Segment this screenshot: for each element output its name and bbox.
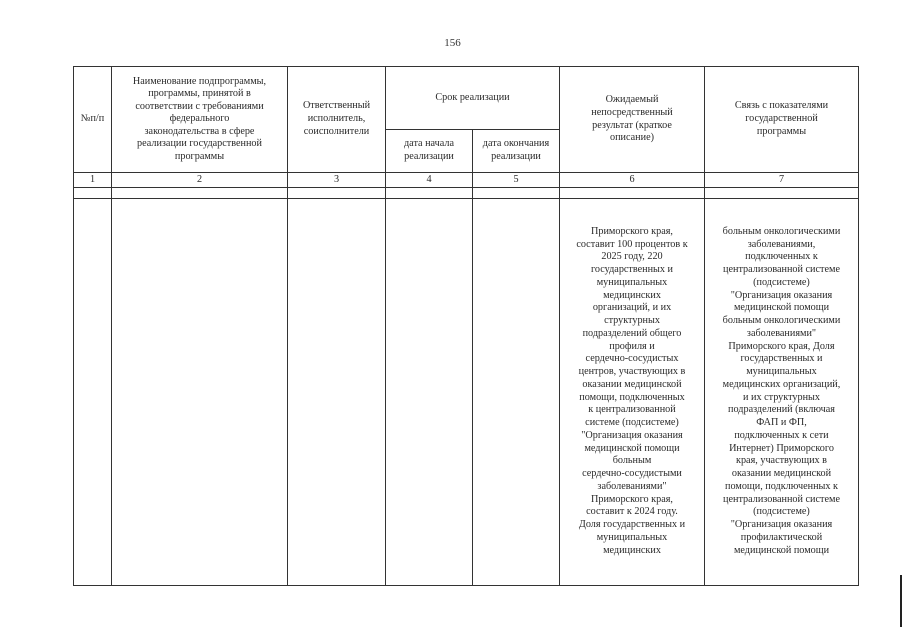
header-result: Ожидаемый непосредственный результат (краткое описание) — [560, 67, 705, 173]
header-end: дата окончания реализации — [473, 130, 560, 173]
header-num: №п/п — [74, 67, 112, 173]
spacer-cell — [705, 188, 859, 199]
column-number: 2 — [112, 173, 288, 188]
cell-link: больным онкологическими заболеваниями, подключенных к централизованной системе (подсистеме) "Организация оказания медицинской помощи больным онкологическими заболеваниями" Приморского края, Доля государственных и муниципальных медицинских организаций, и их структурных подразделений (включая ФАП и ФП, подключенных к сети Интернет) Приморского края, участвующих в оказании медицинской помощи, подключенных к централизованной системе (подсистеме) "Организация оказания профилактической медицинской помощи — [705, 199, 859, 586]
header-start: дата начала реализации — [386, 130, 473, 173]
column-number: 7 — [705, 173, 859, 188]
spacer-cell — [288, 188, 386, 199]
spacer-cell — [112, 188, 288, 199]
cell-name — [112, 199, 288, 586]
header-link: Связь с показателями государственной программы — [705, 67, 859, 173]
spacer-cell — [74, 188, 112, 199]
cell-result: Приморского края, составит 100 процентов к 2025 году, 220 государственных и муниципальных медицинских организаций, и их структурных подразделений общего профиля и сердечно-сосудистых центров, участвующих в оказании медицинской помощи, подключенных к централизованной системе (подсистеме) "Организация оказания медицинской помощи больным сердечно-сосудистыми заболеваниями" Приморского края, составит к 2024 году. Доля государственных и муниципальных медицинских — [560, 199, 705, 586]
cell-end — [473, 199, 560, 586]
header-period: Срок реализации — [386, 67, 560, 130]
column-number: 1 — [74, 173, 112, 188]
header-executor: Ответственный исполнитель, соисполнители — [288, 67, 386, 173]
table-row — [74, 199, 859, 586]
cell-executor — [288, 199, 386, 586]
cell-start — [386, 199, 473, 586]
column-number: 5 — [473, 173, 560, 188]
header-name: Наименование подпрограммы, программы, принятой в соответствии с требованиями федерального законодательства в сфере реализации государственной программы — [112, 67, 288, 173]
column-number: 4 — [386, 173, 473, 188]
column-number: 3 — [288, 173, 386, 188]
column-number: 6 — [560, 173, 705, 188]
page-number: 156 — [444, 37, 461, 49]
cell-num — [74, 199, 112, 586]
program-table — [73, 66, 859, 586]
spacer-cell — [386, 188, 473, 199]
page-edge-mark — [900, 575, 902, 627]
spacer-cell — [473, 188, 560, 199]
spacer-cell — [560, 188, 705, 199]
